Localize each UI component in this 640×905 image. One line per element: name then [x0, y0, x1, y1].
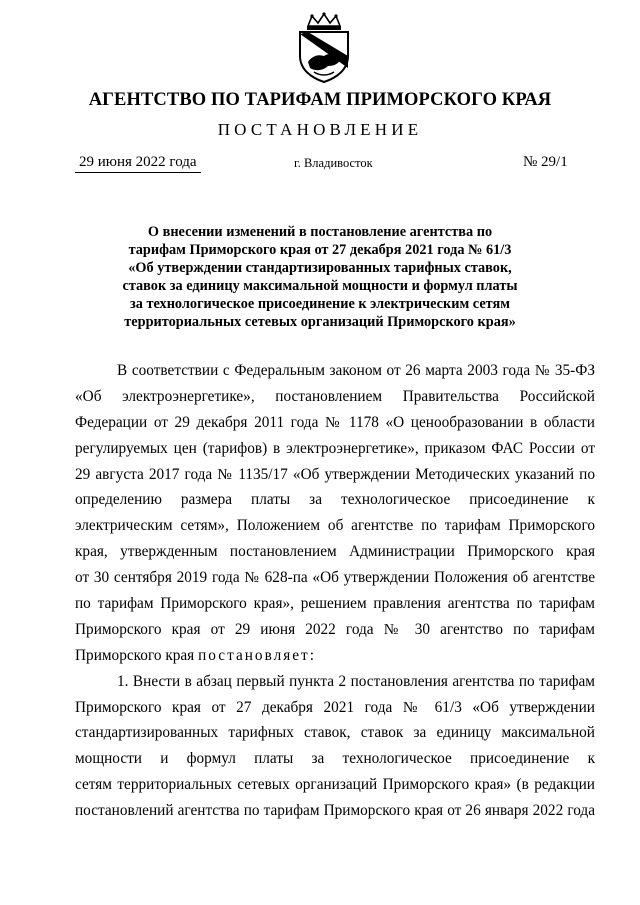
body-line: Федерации от 29 декабря 2011 года № 1178 «О ценообразовании в области [75, 413, 595, 431]
body-text: Приморского края [75, 646, 199, 664]
body-line: «Об электроэнергетике», постановлением Правительства Российской [75, 387, 595, 405]
document-subject [100, 223, 540, 331]
document-date: 29 июня 2022 года [79, 154, 197, 170]
body-line-last [75, 643, 595, 669]
body-text: : [309, 646, 314, 664]
subject-line: территориальных сетевых организаций Приморского края» [124, 314, 516, 330]
body-line: по тарифам Приморского края», решением правления агентства по тарифам [75, 595, 595, 613]
document-city: г. Владивосток [294, 156, 373, 170]
date-underline [75, 172, 201, 173]
document-type: ПОСТАНОВЛЕНИЕ [217, 120, 423, 139]
document-number: № 29/1 [523, 154, 568, 170]
body-line: мощности и формул платы за технологическое присоединение к [75, 750, 595, 768]
document-body [75, 358, 595, 824]
subject-line: ставок за единицу максимальной мощности и формул платы [122, 278, 518, 294]
subject-line: «Об утверждении стандартизированных тарифных ставок, [128, 260, 512, 276]
subject-line: О внесении изменений в постановление агентства по [147, 224, 493, 240]
body-line: электрическим сетям», Положением об агентстве по тарифам Приморского [75, 517, 595, 535]
body-line: Приморского края от 27 декабря 2021 года № 61/3 «Об утверждении [75, 698, 595, 716]
body-line: 1. Внести в абзац первый пункта 2 постановления агентства по тарифам [117, 672, 595, 690]
body-line: 29 августа 2017 года № 1135/17 «Об утверждении Методических указаний по [75, 465, 595, 483]
coat-of-arms-emblem [294, 12, 354, 84]
body-line: постановлений агентства по тарифам Приморского края от 26 января 2022 года [75, 802, 595, 820]
body-line: сетям территориальных сетевых организаций Приморского края» (в редакции [75, 776, 595, 794]
subject-line: за технологическое присоединение к электрическим сетям [130, 296, 510, 312]
resolves-word: постановляет [198, 646, 310, 664]
body-line: регулируемых цен (тарифов) в электроэнергетике», приказом ФАС России от [75, 439, 595, 457]
body-line: стандартизированных тарифных ставок, ставок за единицу максимальной [75, 724, 595, 742]
body-line: определению размера платы за технологическое присоединение к [75, 491, 595, 509]
agency-name: АГЕНТСТВО ПО ТАРИФАМ ПРИМОРСКОГО КРАЯ [88, 90, 552, 110]
body-line: края, утвержденным постановлением Администрации Приморского края [75, 543, 595, 561]
body-line: Приморского края от 29 июня 2022 года № 30 агентство по тарифам [75, 620, 595, 638]
body-line: от 30 сентября 2019 года № 628-па «Об утверждении Положения об агентстве [75, 569, 595, 587]
body-line: В соответствии с Федеральным законом от 26 марта 2003 года № 35-ФЗ [117, 362, 595, 379]
subject-line: тарифам Приморского края от 27 декабря 2021 года № 61/3 [128, 242, 512, 258]
